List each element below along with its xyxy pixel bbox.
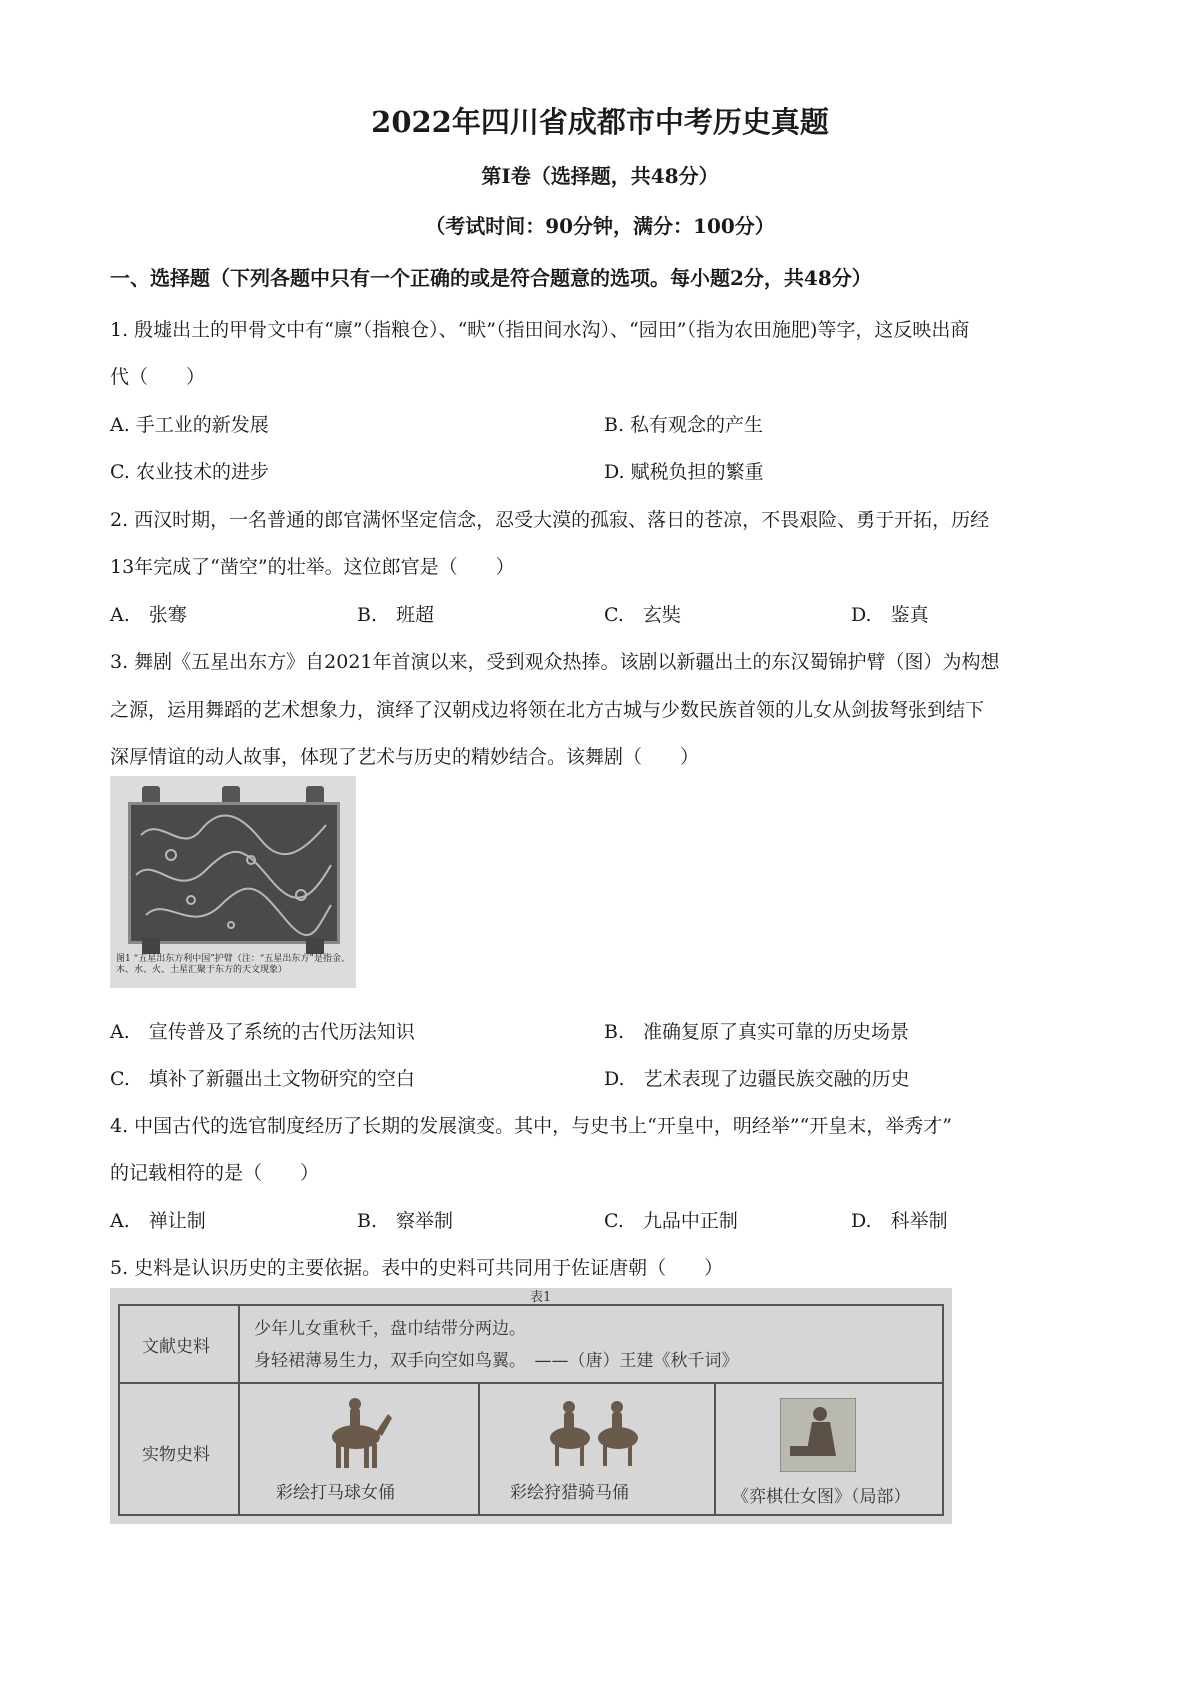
row-label-physical: 实物史料	[142, 1445, 210, 1465]
q4-option-d: D. 科举制	[851, 1210, 948, 1232]
source-table	[110, 1288, 952, 1524]
q2-option-b: B. 班超	[357, 604, 435, 626]
figure-caption: 图1 “五星出东方利中国”护臂（注：“五星出东方”是指金、木、水、火、土星汇聚于东方的天文现象）	[116, 954, 350, 975]
artifact-caption-3: 《弈棋仕女图》（局部）	[732, 1487, 911, 1507]
table-caption: 表1	[530, 1290, 552, 1305]
q1-option-a: A. 手工业的新发展	[110, 414, 269, 436]
q1-option-b: B. 私有观念的产生	[604, 414, 764, 436]
artifact-caption-2: 彩绘狩猎骑马俑	[510, 1483, 629, 1503]
page-title: 2022年四川省成都市中考历史真题	[371, 105, 829, 139]
q1-option-d: D. 赋税负担的繁重	[604, 461, 764, 483]
armguard-strap	[306, 938, 324, 954]
armguard-figure	[110, 776, 356, 988]
q3-option-c: C. 填补了新疆出土文物研究的空白	[110, 1068, 415, 1090]
q1-option-c: C. 农业技术的进步	[110, 461, 269, 483]
q1-stem-line2: 代（ ）	[110, 366, 206, 388]
armguard-brocade	[128, 802, 340, 944]
q3-stem-line2: 之源，运用舞蹈的艺术想象力，演绎了汉朝戍边将领在北方古城与少数民族首领的儿女从剑拔弩张到结下	[110, 699, 985, 721]
section-heading: 一、选择题（下列各题中只有一个正确的或是符合题意的选项。每小题2分，共48分）	[110, 266, 872, 290]
table-col-divider	[478, 1384, 480, 1516]
q4-option-c: C. 九品中正制	[604, 1210, 738, 1232]
q5-stem: 5. 史料是认识历史的主要依据。表中的史料可共同用于佐证唐朝（ ）	[110, 1257, 724, 1279]
q4-stem-line1: 4. 中国古代的选官制度经历了长期的发展演变。其中，与史书上“开皇中，明经举”“开皇末，举秀才”	[110, 1115, 953, 1137]
q2-stem-line1: 2. 西汉时期，一名普通的郎官满怀坚定信念，忍受大漠的孤寂、落日的苍凉，不畏艰险、勇于开拓，历经	[110, 509, 990, 531]
exam-info: （考试时间：90分钟，满分：100分）	[425, 214, 775, 238]
polo-player-figurine-image	[316, 1392, 396, 1472]
q2-option-a: A. 张骞	[110, 604, 187, 626]
q2-stem-line2: 13年完成了“凿空”的壮举。这位郎官是（ ）	[110, 556, 515, 578]
q3-stem-line3: 深厚情谊的动人故事，体现了艺术与历史的精妙结合。该舞剧（ ）	[110, 746, 700, 768]
q3-option-b: B. 准确复原了真实可靠的历史场景	[604, 1021, 910, 1043]
q2-option-d: D. 鉴真	[851, 604, 929, 626]
brocade-pattern	[131, 805, 337, 941]
table-grid	[118, 1304, 944, 1516]
volume-subtitle: 第Ⅰ卷（选择题，共48分）	[481, 164, 719, 188]
armguard-strap	[142, 938, 160, 954]
table-col-divider	[714, 1384, 716, 1516]
q2-option-c: C. 玄奘	[604, 604, 681, 626]
weiqi-ladies-painting-image	[780, 1398, 856, 1472]
q3-option-a: A. 宣传普及了系统的古代历法知识	[110, 1021, 415, 1043]
hunting-riders-figurine-image	[540, 1394, 650, 1474]
q4-stem-line2: 的记载相符的是（ ）	[110, 1162, 320, 1184]
q3-option-d: D. 艺术表现了边疆民族交融的历史	[604, 1068, 910, 1090]
artifact-caption-1: 彩绘打马球女俑	[276, 1483, 395, 1503]
q1-stem-line1: 1. 殷墟出土的甲骨文中有“廪”（指粮仓）、“畎”（指田间水沟）、“园田”（指为农田施肥)等字，这反映出商	[110, 319, 970, 341]
row-label-documentary: 文献史料	[142, 1337, 210, 1357]
table-row-divider	[120, 1382, 942, 1384]
q3-stem-line1: 3. 舞剧《五星出东方》自2021年首演以来，受到观众热捧。该剧以新疆出土的东汉蜀锦护臂（图）为构想	[110, 651, 1000, 673]
q4-option-b: B. 察举制	[357, 1210, 454, 1232]
poem-line1: 少年儿女重秋千，盘巾结带分两边。	[254, 1319, 526, 1339]
table-col-divider	[238, 1306, 240, 1514]
q4-option-a: A. 禅让制	[110, 1210, 206, 1232]
poem-line2: 身轻裙薄易生力，双手向空如鸟翼。 ——（唐）王建《秋千词》	[254, 1351, 739, 1371]
